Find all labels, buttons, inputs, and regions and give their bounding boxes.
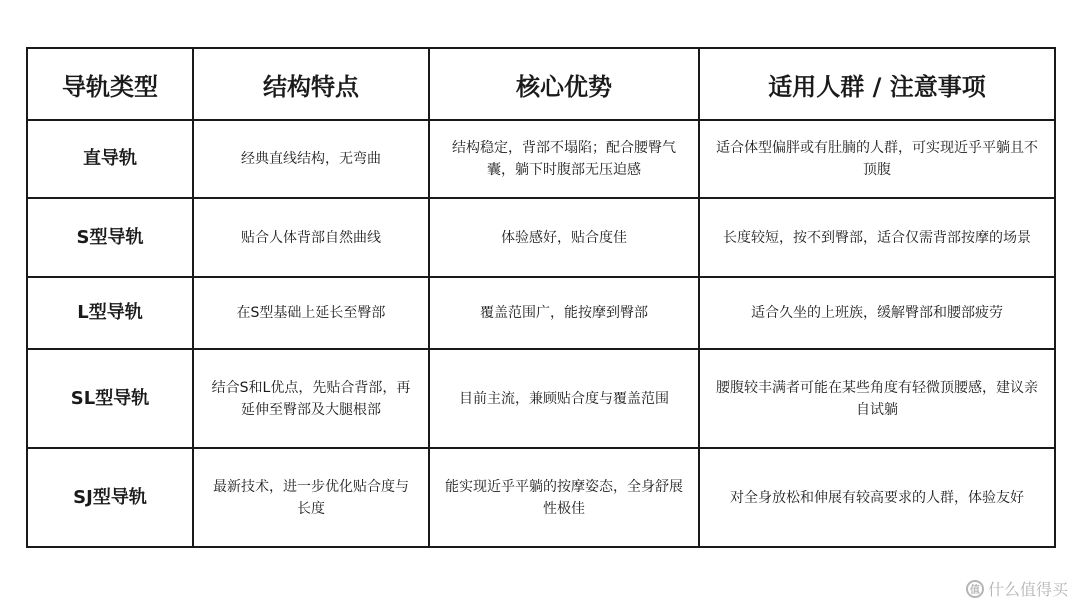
rail-comparison-table	[26, 47, 1056, 548]
cell-advantage: 能实现近乎平躺的按摩姿态，全身舒展性极佳	[429, 448, 699, 547]
cell-audience: 适合久坐的上班族，缓解臀部和腰部疲劳	[699, 277, 1055, 349]
cell-advantage: 体验感好，贴合度佳	[429, 198, 699, 277]
header-rail-type: 导轨类型	[27, 48, 193, 120]
cell-advantage: 结构稳定，背部不塌陷；配合腰臀气囊，躺下时腹部无压迫感	[429, 120, 699, 198]
watermark-text: 什么值得买	[987, 580, 1068, 599]
cell-audience: 腰腹较丰满者可能在某些角度有轻微顶腰感，建议亲自试躺	[699, 349, 1055, 448]
table-row	[27, 448, 1055, 547]
table-row	[27, 198, 1055, 277]
cell-structure: 在S型基础上延长至臀部	[193, 277, 429, 349]
cell-advantage: 覆盖范围广，能按摩到臀部	[429, 277, 699, 349]
header-advantage: 核心优势	[429, 48, 699, 120]
header-audience: 适用人群 / 注意事项	[699, 48, 1055, 120]
watermark-logo-icon: 值	[966, 580, 984, 598]
cell-audience: 长度较短，按不到臀部，适合仅需背部按摩的场景	[699, 198, 1055, 277]
cell-audience: 对全身放松和伸展有较高要求的人群，体验友好	[699, 448, 1055, 547]
cell-rail-type: SL型导轨	[27, 349, 193, 448]
cell-structure: 最新技术，进一步优化贴合度与长度	[193, 448, 429, 547]
cell-audience: 适合体型偏胖或有肚腩的人群，可实现近乎平躺且不顶腹	[699, 120, 1055, 198]
cell-rail-type: L型导轨	[27, 277, 193, 349]
cell-rail-type: S型导轨	[27, 198, 193, 277]
table-row	[27, 349, 1055, 448]
table-row	[27, 277, 1055, 349]
cell-structure: 经典直线结构，无弯曲	[193, 120, 429, 198]
watermark	[966, 577, 1068, 600]
table-header-row	[27, 48, 1055, 120]
header-structure: 结构特点	[193, 48, 429, 120]
cell-advantage: 目前主流，兼顾贴合度与覆盖范围	[429, 349, 699, 448]
cell-rail-type: SJ型导轨	[27, 448, 193, 547]
cell-rail-type: 直导轨	[27, 120, 193, 198]
cell-structure: 结合S和L优点，先贴合背部，再延伸至臀部及大腿根部	[193, 349, 429, 448]
table-row	[27, 120, 1055, 198]
cell-structure: 贴合人体背部自然曲线	[193, 198, 429, 277]
